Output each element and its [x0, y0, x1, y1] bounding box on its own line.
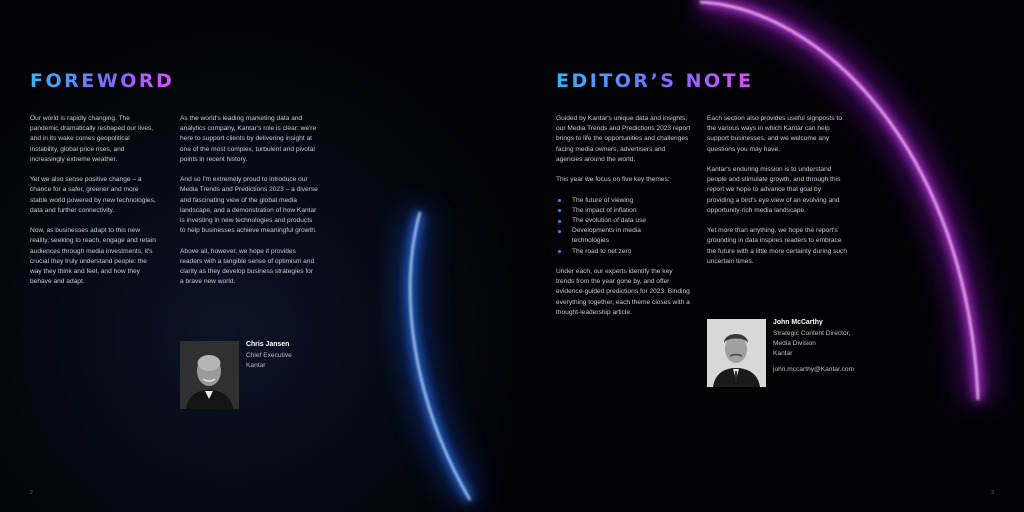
john-mccarthy-name: John McCarthy: [773, 319, 823, 326]
page-number-right: 3: [991, 490, 994, 496]
editors-note-column-2: [707, 114, 849, 277]
foreword-paragraph: Now, as businesses adapt to this new reality, seeking to reach, engage and retain audiences through media investments, it's crucial they truly understand people: the way they think and feel, and how they behave and adapt.: [30, 227, 156, 286]
john-mccarthy-title: [773, 329, 854, 375]
theme-item: The impact of inflation: [556, 206, 692, 216]
signatory-company: Kantar: [773, 350, 793, 357]
signatory-company: Kantar: [246, 362, 266, 369]
foreword-paragraph: As the world's leading marketing data and analytics company, Kantar's role is clear: we're here to support clients by delivering insight at one of the most complex, turbulent and pivotal points in recent history.: [180, 115, 317, 163]
theme-item: The future of viewing: [556, 196, 692, 206]
signatory-division: Media Division: [773, 340, 816, 347]
theme-item: The evolution of data use: [556, 216, 692, 226]
foreword-paragraph: Yet we also sense positive change – a chance for a safer, greener and more stable world powered by new technologies, data and further connectivity.: [30, 176, 156, 214]
editors-note-column-1: [556, 114, 692, 328]
editors-note-paragraph: Each section also provides useful signposts to the various ways in which Kantar can help support businesses, and we welcome any questions you may have.: [707, 115, 842, 153]
editors-note-paragraph: Under each, our experts identify the key trends from the year gone by, and offer evidence-guided predictions for 2023. Binding everything together, each theme closes with a thought-leadership article.: [556, 268, 690, 316]
chris-jansen-name: Chris Jansen: [246, 341, 290, 348]
john-mccarthy-photo: [707, 319, 766, 387]
editors-note-paragraph: Yet more than anything, we hope the report's grounding in data inspires readers to embrace the future with a little more certainty during such uncertain times.: [707, 227, 848, 265]
editors-note-title: EDITOR’S NOTE: [556, 70, 754, 92]
editors-note-paragraph: Kantar's enduring mission is to understand people and stimulate growth, and through this report we hope to advance that goal by providing a bird's eye view of an evolving and opportunity-rich media landscape.: [707, 166, 841, 214]
foreword-paragraph: Our world is rapidly changing. The pandemic dramatically reshaped our lives, and in its wake comes geopolitical instability, global price rises, and increasingly extreme weather.: [30, 115, 154, 163]
signatory-role: Strategic Content Director,: [773, 330, 851, 337]
signatory-role: Chief Executive: [246, 352, 292, 359]
chris-jansen-title: [246, 351, 292, 371]
chris-jansen-photo: [180, 341, 239, 409]
foreword-column-1: [30, 114, 156, 298]
editors-note-paragraph: Guided by Kantar's unique data and insights, our Media Trends and Predictions 2023 report brings to life the opportunities and challenges facing media owners, advertisers and agencies around the world.: [556, 115, 691, 163]
theme-item: The road to net zero: [556, 247, 692, 257]
foreword-paragraph: Above all, however, we hope it provides readers with a tangible sense of optimism and clarity as they develop business strategies for a brave new world.: [180, 247, 315, 286]
foreword-paragraph: And so I'm extremely proud to introduce our Media Trends and Predictions 2023 – a diverse and fascinating view of the global media landscape, and a demonstration of how Kantar is investing in new technologies and products to help businesses achieve meaningful growth.: [180, 176, 318, 235]
theme-item: Developments in media technologies: [556, 226, 692, 246]
foreword-title: FOREWORD: [30, 70, 175, 92]
page-number-left: 2: [30, 490, 33, 496]
foreword-column-2: [180, 114, 318, 298]
signatory-email-link[interactable]: john.mccarthy@Kantar.com: [773, 366, 855, 373]
themes-list: [556, 196, 692, 257]
editors-note-paragraph: This year we focus on five key themes:: [556, 176, 670, 184]
